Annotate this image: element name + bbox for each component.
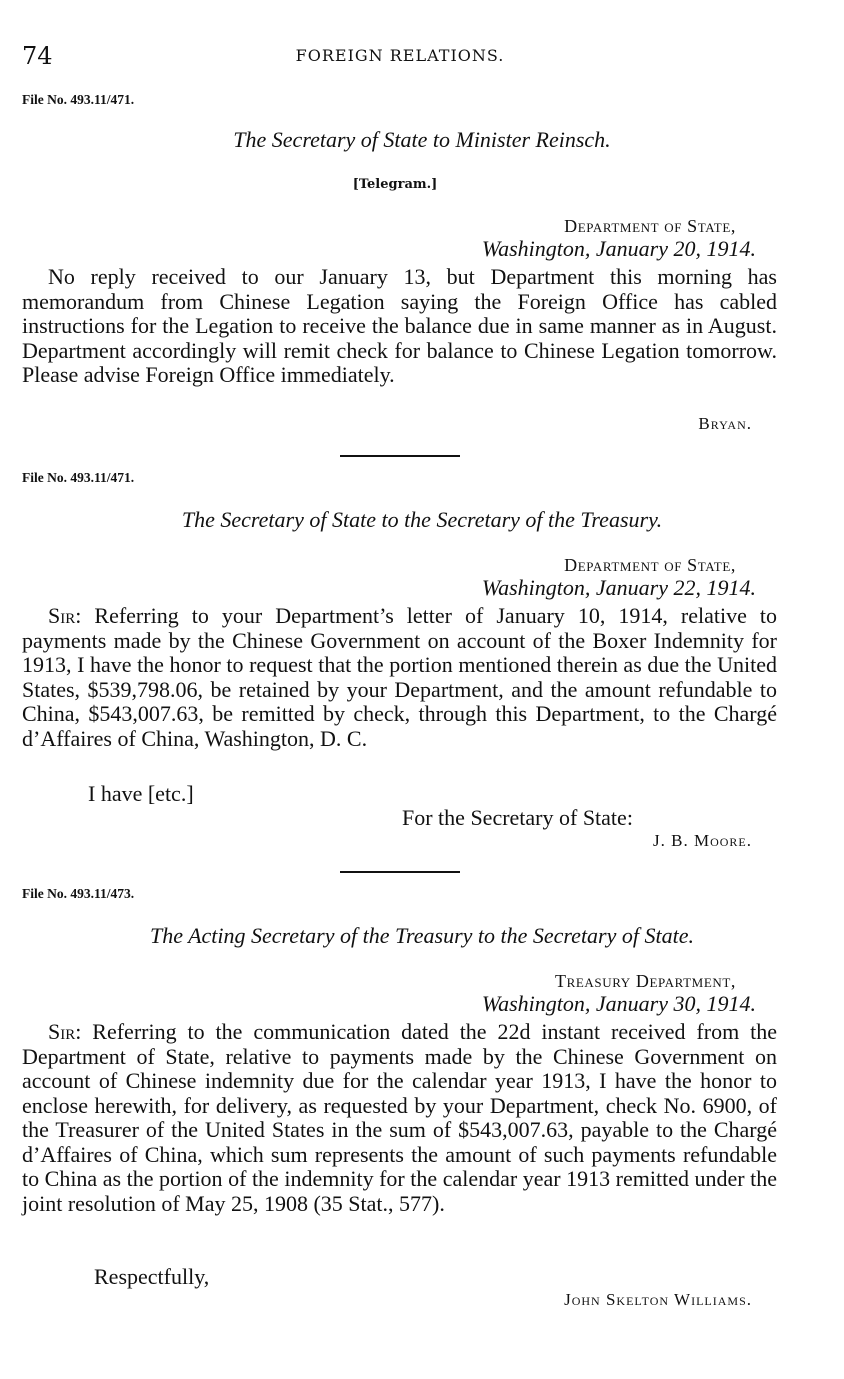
- section-divider: [340, 871, 460, 873]
- letter-body: [22, 604, 777, 751]
- letter-body: [22, 1020, 777, 1216]
- signature: J. B. Moore.: [653, 831, 752, 850]
- file-number: File No. 493.11/471.: [22, 92, 135, 107]
- department-heading: Department of State,: [564, 555, 736, 575]
- page-header: [20, 42, 780, 70]
- letter-text: : Referring to your Department’s letter of January 10, 1914, relative to payments made by the Chinese Government on account of the Boxer Indemnity for 1913, I have the honor to request that the portion mentioned therein as due the United States, $539,798.06, be retained by your Department, and the amount refundable to China, $543,007.63, be remitted by check, through this Department, to the Chargé d’Affaires of China, Washington, D. C.: [22, 603, 777, 751]
- for-line: For the Secretary of State:: [402, 805, 633, 830]
- place-date: Washington, January 22, 1914.: [481, 575, 756, 600]
- salutation: Sir: [48, 1019, 76, 1044]
- running-title: FOREIGN RELATIONS.: [295, 46, 505, 65]
- telegram-label: [Telegram.]: [352, 177, 438, 192]
- file-number: File No. 493.11/471.: [22, 470, 135, 485]
- place-date: Washington, January 20, 1914.: [481, 236, 756, 261]
- file-number: File No. 493.11/473.: [22, 886, 135, 901]
- page-number: 74: [22, 42, 53, 70]
- document-title: The Secretary of State to the Secretary of the Treasury.: [181, 507, 663, 532]
- letter-text: : Referring to the communication dated the 22d instant received from the Department of State, relative to payments made by the Chinese Government on account of Chinese indemnity due for the calendar year 1913, I have the honor to enclose herewith, for delivery, as requested by your Department, check No. 6900, of the Treasurer of the United States in the sum of $543,007.63, payable to the Chargé d’Affaires of China, which sum represents the amount of such payments refundable to China as the portion of the indemnity for the calendar year 1913 remitted under the joint resolution of May 25, 1908 (35 Stat., 577).: [22, 1019, 777, 1216]
- department-heading: Treasury Department,: [555, 971, 736, 991]
- salutation: Sir: [48, 603, 76, 628]
- place-date: Washington, January 30, 1914.: [481, 991, 756, 1016]
- closing: Respectfully,: [94, 1264, 210, 1289]
- document-title: The Secretary of State to Minister Reinsch.: [233, 127, 611, 152]
- letter-body: No reply received to our January 13, but Department this morning has memorandum from Chinese Legation saying the Foreign Office has cabled instructions for the Legation to receive the balance due in same manner as in August. Department accordingly will remit check for balance to Chinese Legation tomorrow. Please advise Foreign Office immediately.: [22, 264, 777, 387]
- signature: Bryan.: [698, 414, 752, 433]
- section-divider: [340, 455, 460, 457]
- document-title: The Acting Secretary of the Treasury to the Secretary of State.: [150, 923, 694, 948]
- department-heading: Department of State,: [564, 216, 736, 236]
- closing: I have [etc.]: [88, 781, 194, 806]
- signature: John Skelton Williams.: [564, 1290, 752, 1309]
